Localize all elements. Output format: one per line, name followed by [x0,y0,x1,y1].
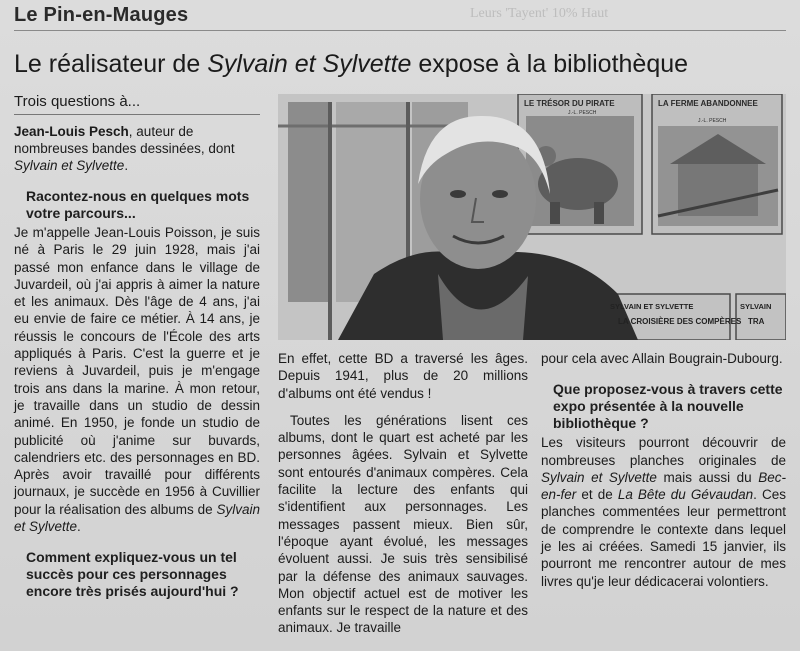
headline-italic: Sylvain et Sylvette [207,50,412,78]
intro-italic: Sylvain et Sylvette [14,158,125,173]
column-3-paragraph-0: pour cela avec Allain Bougrain-Dubourg. [541,351,783,366]
answer-3-italic-3: La Bête du Gévaudan [617,487,754,503]
headline-part1: Le réalisateur de [14,50,208,78]
author-name: Jean-Louis Pesch [14,124,129,139]
section-title: Le Pin-en-Mauges [14,4,189,26]
author-photo [278,94,786,340]
intro-paragraph [14,123,260,174]
bleed-through-text: Leurs 'Tayent' 10% Haut [470,6,609,21]
interview-header: Trois questions à... [14,93,260,115]
answer-1-italic: Sylvain et Sylvette [14,501,260,535]
answer-3-text-3: et de [576,487,618,503]
answer-3-text-4: . Ces planches commentées leur permettront de comprendre le contexte dans lequel je les ai créées. Samedi 15 janvier, ils pourront me rencontrer autour de mes livres qu'je leur dédicacerai volontiers. [541,487,787,589]
question-1: Racontez-nous en quelques mots votre parcours... [26,188,250,221]
question-3: Que proposez-vous à travers cette expo présentée à la nouvelle bibliothèque ? [553,381,783,432]
poster-1-title: LE TRÉSOR DU PIRATE [524,99,615,108]
poster-2-title: LA FERME ABANDONNEE [658,99,758,108]
answer-1 [14,224,260,535]
answer-3-text-2: mais aussi du [656,469,759,485]
intro-text: , auteur de nombreuses bandes dessinées, dont [14,124,235,156]
answer-3-text-1: Les visiteurs pourront découvrir de nombreuses planches originales de [541,435,786,468]
top-rule [14,30,786,31]
poster-2-author: J.-L. PESCH [698,118,727,124]
column-2-paragraph-1: En effet, cette BD a traversé les âges. Depuis 1941, plus de 20 millions d'albums ont été vendus ! [278,351,528,401]
column-2-paragraph-2: Toutes les générations lisent ces albums, dont le quart est acheté par les personnes âgées. Sylvain et Sylvette sont entourés d'animaux compères. Cela facilite la lecture des enfants qui s'identifient aux personnages. Les messages passent mieux. Bien sûr, l'époque ayant évolué, les messages évoluent aussi. Je suis très sensibilisé par la défense des animaux sauvages. Mon objectif actuel est de motiver les enfants sur le respect de la nature et des animaux. Je travaille [278,412,528,636]
poster-1-author: J.-L. PESCH [568,110,597,116]
answer-1-text: Je m'appelle Jean-Louis Poisson, je suis né à Paris le 29 juin 1928, mais j'ai passé mon enfance dans le village de Juvardeil, où j'ai appris à aimer la nature et les animaux. Dès l'âge de 4 ans, j'ai eu envie de faire ce métier. À 14 ans, je réussis le concours de l'École des arts appliqués à Paris. C'est la guerre et je reviens à Juvardeil, puis je m'engage trois ans dans la marine. À mon retour, je travaille dans un studio de dessin animé. En 1950, je fonde un studio de publicité où j'anime sur buvards, calendriers etc. des personnages en BD. Après avoir travaillé pour différents journaux, je succède en 1956 à Cuvillier pour la réalisation des albums de [14,225,260,517]
photo-illustration [278,94,786,340]
headline [14,50,688,79]
question-2: Comment expliquez-vous un tel succès pour ces personnages encore très prisés aujourd'hui ? [26,549,239,600]
column-2 [278,350,528,637]
column-3 [541,350,786,590]
poster-4-title: TRA [748,317,765,326]
answer-3-italic-1: Sylvain et Sylvette [541,469,657,485]
headline-part2: expose à la bibliothèque [411,50,689,78]
answer-3 [541,434,786,590]
intro-end: . [124,158,129,173]
poster-3-series: SYLVAIN ET SYLVETTE [610,302,694,311]
answer-1-end: . [77,519,81,535]
poster-4-series: SYLVAIN [740,302,772,311]
column-1 [14,93,260,602]
answer-3-italic-2: Bec-en-fer [541,469,786,503]
poster-3-title: LA CROISIÈRE DES COMPÈRES [618,317,742,326]
